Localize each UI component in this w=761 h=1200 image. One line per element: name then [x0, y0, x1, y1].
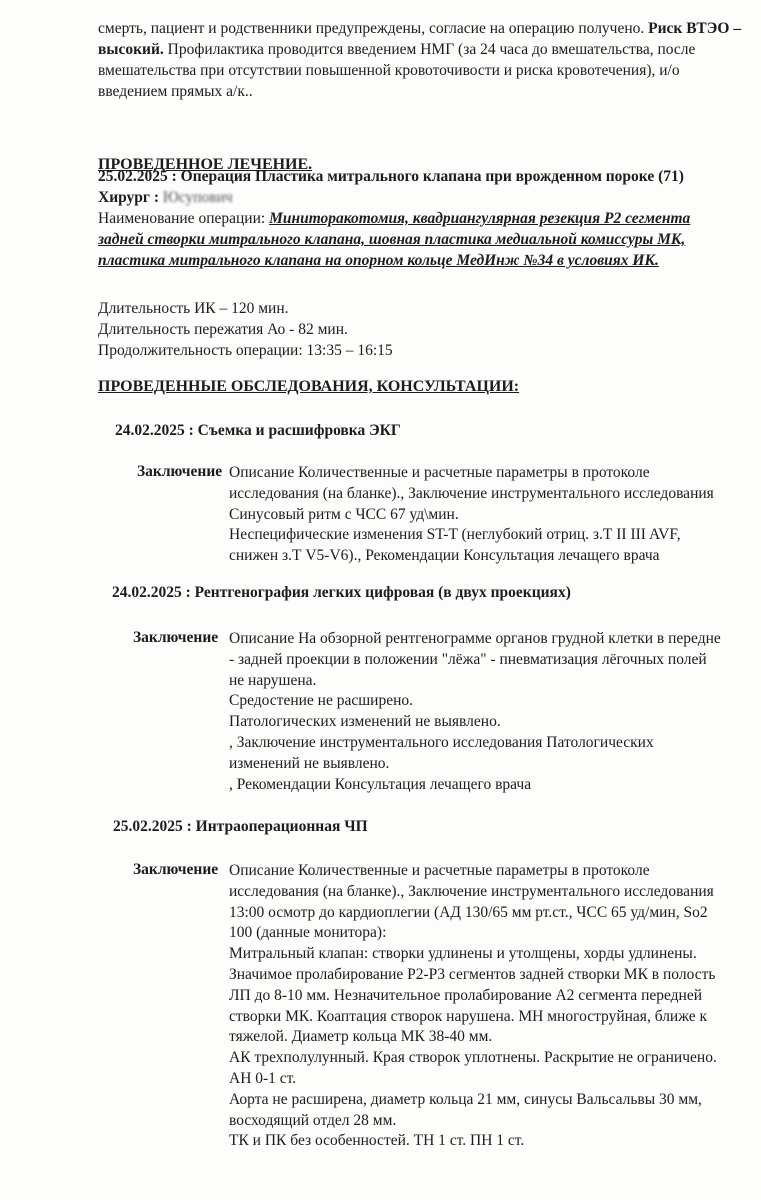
conclusion-line: Патологических изменений не выявлено.	[229, 713, 501, 731]
conclusion-line: Аорта не расширена, диаметр кольца 21 мм, синусы Вальсальвы 30 мм,	[229, 1090, 702, 1108]
conclusion-line: АН 0-1 ст.	[229, 1069, 297, 1087]
conclusion-line: , Рекомендации Консультация лечащего врача	[229, 775, 532, 793]
surgeon-label: Хирург :	[98, 189, 163, 206]
conclusion-line: не нарушена.	[229, 671, 317, 689]
conclusion-line: 100 (данные монитора):	[229, 924, 387, 942]
conclusion-line: - задней проекции в положении "лёжа" - пневматизация лёгочных полей	[229, 650, 707, 668]
conclusion-line: Значимое пролабирование Р2-Р3 сегментов задней створки МК в полость	[229, 965, 716, 983]
operation-name-part-1: Миниторакотомия, квадриангулярная резекция Р2 сегмента	[269, 210, 691, 227]
duration-operation: Продолжительность операции: 13:35 – 16:15	[98, 342, 393, 359]
conclusion-line: Описание Количественные и расчетные параметры в протоколе	[229, 862, 650, 879]
conclusion-line: ЛП до 8-10 мм. Незначительное пролабирование А2 сегмента передней	[229, 986, 703, 1004]
exam-conclusion-xray	[229, 629, 721, 795]
conclusion-line: , Заключение инструментального исследования Патологических	[229, 733, 654, 751]
conclusion-label: Заключение	[133, 629, 219, 646]
vte-risk-label: Риск ВТЭО – высокий.	[98, 20, 742, 58]
conclusion-line: 13:00 осмотр до кардиоплегии (АД 130/65 мм рт.ст., ЧСС 65 уд/мин, So2	[229, 903, 708, 921]
operation-name-line-1	[98, 208, 690, 229]
conclusion-line: Неспецифические изменения ST-T (неглубокий отриц. з.Т II III AVF,	[229, 526, 681, 544]
conclusion-line: исследования (на бланке)., Заключение инструментального исследования	[229, 484, 714, 502]
operation-name-line-2: задней створки митрального клапана, шовная пластика медиальной комиссуры МК,	[98, 231, 686, 248]
duration-bypass: Длительность ИК – 120 мин.	[98, 300, 289, 317]
operation-name-label: Наименование операции:	[98, 210, 270, 227]
conclusion-line: исследования (на бланке)., Заключение инструментального исследования	[229, 882, 714, 900]
exam-conclusion-tee	[229, 861, 717, 1152]
conclusion-line: Описание Количественные и расчетные параметры в протоколе	[229, 464, 650, 481]
conclusion-line: восходящий отдел 28 мм.	[229, 1111, 397, 1129]
duration-clamp: Длительность пережатия Ао - 82 мин.	[98, 321, 348, 338]
conclusion-line: АК трехполулунный. Края створок уплотнены. Раскрытие не ограничено.	[229, 1049, 717, 1067]
conclusion-line: Средостение не расширено.	[229, 692, 414, 710]
conclusion-line: Описание На обзорной рентгенограмме органов грудной клетки в передне	[229, 630, 721, 647]
conclusion-line: ТК и ПК без особенностей. ТН 1 ст. ПН 1 ст.	[229, 1132, 525, 1150]
conclusion-line: створки МК. Коаптация створок нарушена. МН многоструйная, ближе к	[229, 1007, 708, 1025]
intro-text-2: Профилактика проводится введением НМГ (за 24 часа до вмешательства, после вмешательства при отсутствии повышенной кровоточивости и риска кровотечения), и/о введением прямых а/к..	[98, 41, 696, 100]
intro-text-1: смерть, пациент и родственники предупреждены, согласие на операцию получено.	[98, 20, 649, 37]
conclusion-line: Синусовый ритм с ЧСС 67 уд\мин.	[229, 505, 459, 523]
conclusion-line: изменений не выявлено.	[229, 754, 390, 772]
surgeon-line	[98, 187, 233, 208]
exam-conclusion-ecg	[229, 463, 714, 567]
conclusion-line: снижен з.Т V5-V6)., Рекомендации Консультация лечащего врача	[229, 547, 660, 565]
exam-title-tee: 25.02.2025 : Интраоперационная ЧП	[113, 818, 368, 835]
operation-name-line-3: пластика митрального клапана на опорном кольце МедИнж №34 в условиях ИК.	[98, 252, 659, 269]
intro-paragraph	[98, 18, 748, 102]
surgeon-name-redacted: Юсупович	[162, 189, 233, 206]
operation-line: 25.02.2025 : Операция Пластика митрального клапана при врожденном пороке (71)	[98, 168, 684, 185]
exam-title-ecg: 24.02.2025 : Съемка и расшифровка ЭКГ	[115, 422, 401, 439]
conclusion-line: тяжелой. Диаметр кольца МК 38-40 мм.	[229, 1028, 493, 1046]
conclusion-line: Митральный клапан: створки удлинены и утолщены, хорды удлинены.	[229, 945, 697, 963]
exam-title-xray: 24.02.2025 : Рентгенография легких цифровая (в двух проекциях)	[112, 584, 571, 601]
exams-section-title: ПРОВЕДЕННЫЕ ОБСЛЕДОВАНИЯ, КОНСУЛЬТАЦИИ:	[98, 378, 520, 395]
conclusion-label: Заключение	[137, 463, 223, 480]
treatment-section-title: ПРОВЕДЕННОЕ ЛЕЧЕНИЕ.	[98, 156, 313, 173]
conclusion-label: Заключение	[133, 861, 219, 878]
